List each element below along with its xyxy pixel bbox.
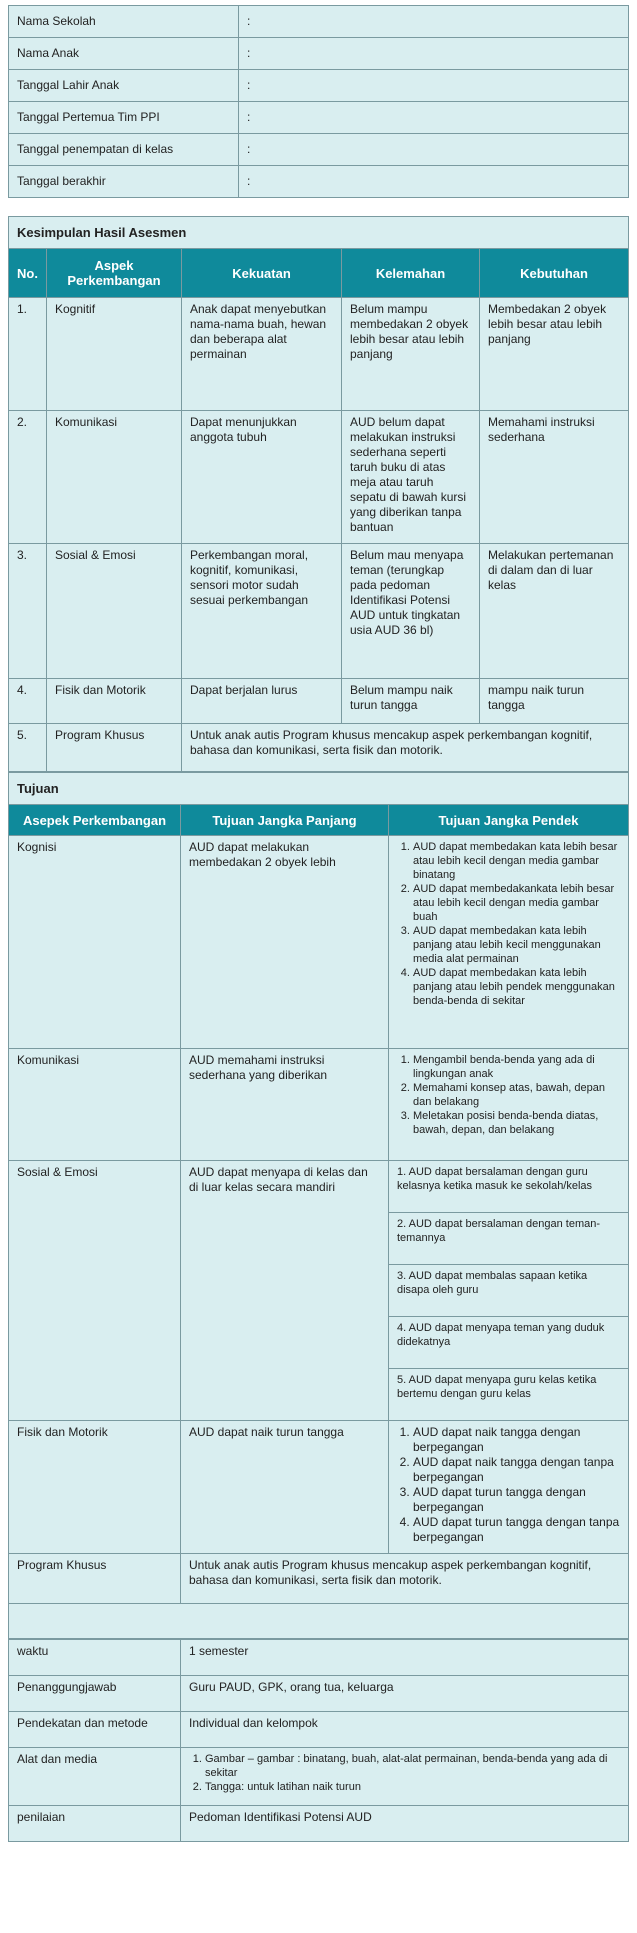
table-row <box>9 544 629 679</box>
detail-label: Alat dan media <box>9 1748 181 1806</box>
goal-aspek: Program Khusus <box>9 1554 181 1604</box>
table-row <box>9 1640 629 1676</box>
row-kekuatan: Dapat menunjukkan anggota tubuh <box>182 411 342 544</box>
identity-value: : <box>239 134 629 166</box>
identity-row <box>9 134 629 166</box>
table-row <box>9 1806 629 1842</box>
list-item: 2. Tangga: untuk latihan naik turun <box>205 1780 620 1794</box>
identity-label: Tanggal berakhir <box>9 166 239 198</box>
identity-row <box>9 38 629 70</box>
goal-pendek <box>389 1421 629 1554</box>
spacer-row <box>9 1604 629 1639</box>
goal-pendek-item <box>389 1369 629 1421</box>
row-aspek: Fisik dan Motorik <box>47 679 182 724</box>
identity-value: : <box>239 70 629 102</box>
detail-label: penilaian <box>9 1806 181 1842</box>
goal-pendek <box>389 836 629 1049</box>
table-row <box>9 1748 629 1806</box>
list-number: 1. <box>397 1166 409 1178</box>
list-item: 1. AUD dapat naik tangga dengan berpegangan <box>413 1425 620 1455</box>
detail-label: Penanggungjawab <box>9 1676 181 1712</box>
goal-pendek-item <box>389 1265 629 1317</box>
detail-list <box>189 1752 620 1794</box>
list-item: 3. AUD dapat membedakan kata lebih panjang atau lebih kecil menggunakan media alat permainan <box>413 924 620 966</box>
blank-cell <box>9 1604 629 1639</box>
identity-row <box>9 166 629 198</box>
identity-value: : <box>239 6 629 38</box>
goal-pendek-item <box>389 1213 629 1265</box>
row-kebutuhan: Melakukan pertemanan di dalam dan di luar kelas <box>480 544 629 679</box>
detail-label: waktu <box>9 1640 181 1676</box>
goal-panjang: AUD memahami instruksi sederhana yang diberikan <box>181 1049 389 1161</box>
detail-value: Pedoman Identifikasi Potensi AUD <box>181 1806 629 1842</box>
list-item: 2. Memahami konsep atas, bawah, depan dan belakang <box>413 1081 620 1109</box>
identity-value: : <box>239 102 629 134</box>
header-pendek: Tujuan Jangka Pendek <box>389 805 629 836</box>
assessment-title: Kesimpulan Hasil Asesmen <box>9 217 629 249</box>
detail-value: Guru PAUD, GPK, orang tua, keluarga <box>181 1676 629 1712</box>
detail-value <box>181 1748 629 1806</box>
goal-aspek: Fisik dan Motorik <box>9 1421 181 1554</box>
table-row <box>9 1049 629 1161</box>
header-no: No. <box>9 249 47 298</box>
list-number: 3. <box>397 1270 409 1282</box>
goal-aspek: Sosial & Emosi <box>9 1161 181 1421</box>
spacer <box>8 198 628 216</box>
row-kebutuhan: mampu naik turun tangga <box>480 679 629 724</box>
list-number: 4. <box>397 1322 409 1334</box>
row-no: 4. <box>9 679 47 724</box>
table-row <box>9 1712 629 1748</box>
goal-pendek-list <box>397 840 620 1008</box>
goals-header <box>9 805 629 836</box>
identity-label: Nama Sekolah <box>9 6 239 38</box>
list-item: 1. Gambar – gambar : binatang, buah, alat-alat permainan, benda-benda yang ada di sekitar <box>205 1752 620 1780</box>
identity-label: Nama Anak <box>9 38 239 70</box>
identity-label: Tanggal Lahir Anak <box>9 70 239 102</box>
row-kelemahan: Belum mau menyapa teman (terungkap pada pedoman Identifikasi Potensi AUD untuk tingkatan usia AUD 36 bl) <box>342 544 480 679</box>
goal-pendek-item <box>389 1161 629 1213</box>
goal-pendek-item <box>389 1317 629 1369</box>
detail-value: 1 semester <box>181 1640 629 1676</box>
row-kelemahan: Belum mampu membedakan 2 obyek lebih besar atau lebih panjang <box>342 298 480 411</box>
header-kebutuhan: Kebutuhan <box>480 249 629 298</box>
header-kekuatan: Kekuatan <box>182 249 342 298</box>
list-item: AUD dapat bersalaman dengan teman-temannya <box>397 1218 601 1244</box>
table-row <box>9 1554 629 1604</box>
list-item: 1. AUD dapat membedakan kata lebih besar atau lebih kecil dengan media gambar binatang <box>413 840 620 882</box>
list-item: 2. AUD dapat naik tangga dengan tanpa berpegangan <box>413 1455 620 1485</box>
goal-pendek-list <box>397 1053 620 1137</box>
header-aspek: Aspek Perkembangan <box>47 249 182 298</box>
row-aspek: Sosial & Emosi <box>47 544 182 679</box>
row-no: 2. <box>9 411 47 544</box>
identity-row <box>9 102 629 134</box>
detail-value: Individual dan kelompok <box>181 1712 629 1748</box>
details-table <box>8 1639 629 1842</box>
list-item: AUD dapat membalas sapaan ketika disapa oleh guru <box>397 1270 588 1296</box>
table-row <box>9 679 629 724</box>
row-kekuatan: Dapat berjalan lurus <box>182 679 342 724</box>
identity-value: : <box>239 166 629 198</box>
row-no: 1. <box>9 298 47 411</box>
header-panjang: Tujuan Jangka Panjang <box>181 805 389 836</box>
goal-panjang: AUD dapat melakukan membedakan 2 obyek lebih <box>181 836 389 1049</box>
list-item: 2. AUD dapat membedakankata lebih besar atau lebih kecil dengan media gambar buah <box>413 882 620 924</box>
goals-table <box>8 772 629 1639</box>
identity-value: : <box>239 38 629 70</box>
row-kebutuhan: Membedakan 2 obyek lebih besar atau lebih panjang <box>480 298 629 411</box>
identity-label: Tanggal penempatan di kelas <box>9 134 239 166</box>
document <box>8 5 628 1842</box>
row-aspek: Kognitif <box>47 298 182 411</box>
list-item: 1. Mengambil benda-benda yang ada di lingkungan anak <box>413 1053 620 1081</box>
goal-panjang: AUD dapat naik turun tangga <box>181 1421 389 1554</box>
assessment-table <box>8 216 629 772</box>
row-no: 3. <box>9 544 47 679</box>
assessment-header <box>9 249 629 298</box>
table-row <box>9 836 629 1049</box>
row-kekuatan: Perkembangan moral, kognitif, komunikasi, sensori motor sudah sesuai perkembangan <box>182 544 342 679</box>
table-row <box>9 298 629 411</box>
goal-pendek-list <box>397 1425 620 1545</box>
row-kebutuhan: Memahami instruksi sederhana <box>480 411 629 544</box>
table-row <box>9 1676 629 1712</box>
table-row <box>9 724 629 772</box>
row-kelemahan: Belum mampu naik turun tangga <box>342 679 480 724</box>
goals-title: Tujuan <box>9 773 629 805</box>
row-program-text: Untuk anak autis Program khusus mencakup aspek perkembangan kognitif, bahasa dan komunikasi, serta fisik dan motorik. <box>182 724 629 772</box>
row-no: 5. <box>9 724 47 772</box>
row-aspek: Program Khusus <box>47 724 182 772</box>
identity-label: Tanggal Pertemua Tim PPI <box>9 102 239 134</box>
table-row <box>9 411 629 544</box>
row-aspek: Komunikasi <box>47 411 182 544</box>
goal-pendek <box>389 1049 629 1161</box>
table-row <box>9 1161 629 1213</box>
list-item: AUD dapat menyapa guru kelas ketika bertemu dengan guru kelas <box>397 1374 597 1400</box>
list-item: 4. AUD dapat membedakan kata lebih panjang atau lebih pendek menggunakan benda-benda di sekitar <box>413 966 620 1008</box>
header-aspek: Asepek Perkembangan <box>9 805 181 836</box>
list-item: 3. AUD dapat turun tangga dengan berpegangan <box>413 1485 620 1515</box>
detail-label: Pendekatan dan metode <box>9 1712 181 1748</box>
list-item: 4. AUD dapat turun tangga dengan tanpa berpegangan <box>413 1515 620 1545</box>
goal-aspek: Kognisi <box>9 836 181 1049</box>
list-number: 2. <box>397 1218 409 1230</box>
identity-row <box>9 6 629 38</box>
table-row <box>9 1421 629 1554</box>
list-item: 3. Meletakan posisi benda-benda diatas, bawah, depan, dan belakang <box>413 1109 620 1137</box>
identity-table <box>8 5 629 198</box>
header-kelemahan: Kelemahan <box>342 249 480 298</box>
row-kekuatan: Anak dapat menyebutkan nama-nama buah, hewan dan beberapa alat permainan <box>182 298 342 411</box>
list-number: 5. <box>397 1374 409 1386</box>
identity-row <box>9 70 629 102</box>
row-kelemahan: AUD belum dapat melakukan instruksi sederhana seperti taruh buku di atas meja atau taruh sepatu di bawah kursi yang diberikan tanpa bantuan <box>342 411 480 544</box>
goal-aspek: Komunikasi <box>9 1049 181 1161</box>
goal-program-text: Untuk anak autis Program khusus mencakup aspek perkembangan kognitif, bahasa dan komunikasi, serta fisik dan motorik. <box>181 1554 629 1604</box>
goal-panjang: AUD dapat menyapa di kelas dan di luar kelas secara mandiri <box>181 1161 389 1421</box>
list-item: AUD dapat menyapa teman yang duduk didekatnya <box>397 1322 605 1348</box>
list-item: AUD dapat bersalaman dengan guru kelasnya ketika masuk ke sekolah/kelas <box>397 1166 593 1192</box>
